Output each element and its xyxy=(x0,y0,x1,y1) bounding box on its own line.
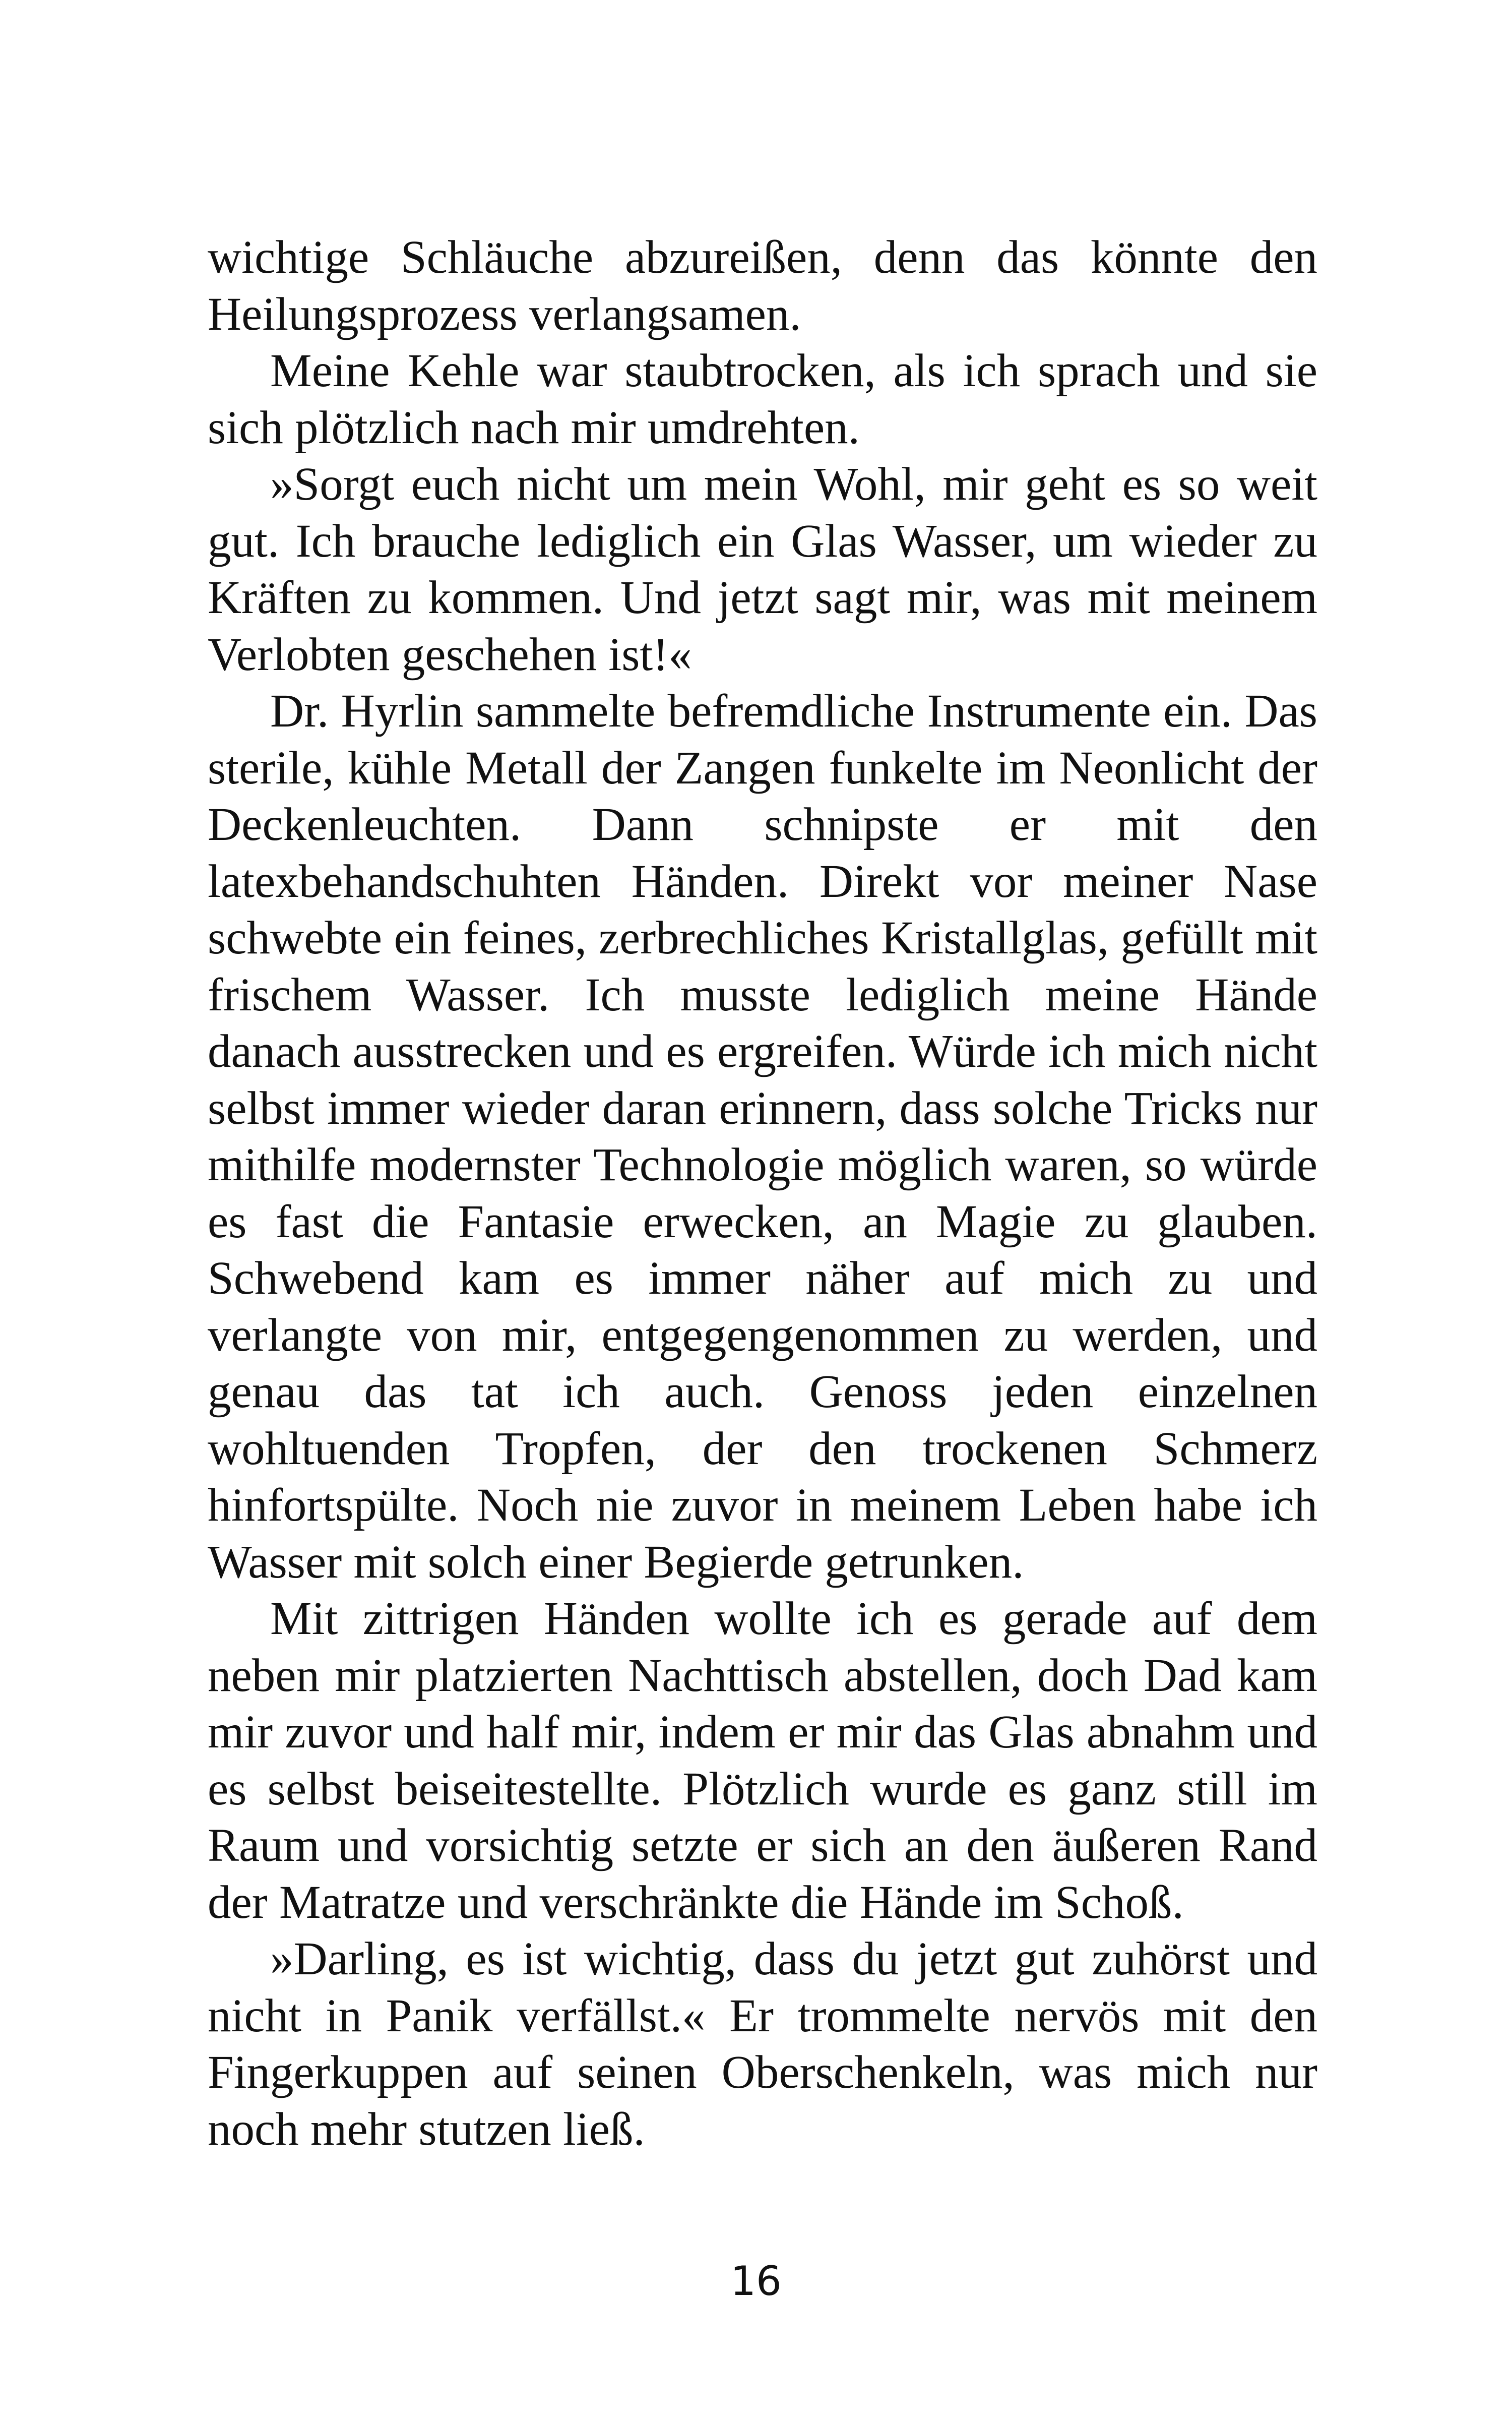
body-text xyxy=(208,229,1317,2158)
paragraph: Mit zittrigen Händen wollte ich es gerade auf dem neben mir platzierten Nachttisch abstellen, doch Dad kam mir zuvor und half mir, indem er mir das Glas abnahm und es selbst beiseitestellte. Plötzlich wurde es ganz still im Raum und vorsichtig setzte er sich an den äußeren Rand der Matratze und verschränkte die Hände im Schoß. xyxy=(208,1593,1317,1928)
paragraph-dialogue: »Sorgt euch nicht um mein Wohl, mir geht es so weit gut. Ich brauche lediglich ein Glas Wasser, um wieder zu Kräften zu kommen. Und jetzt sagt mir, was mit meinem Verlobten geschehen ist!« xyxy=(208,458,1317,681)
paragraph-continuation: wichtige Schläuche abzureißen, denn das könnte den Heilungsprozess verlangsamen. xyxy=(208,231,1317,340)
paragraph: Dr. Hyrlin sammelte befremdliche Instrumente ein. Das sterile, kühle Metall der Zangen funkelte im Neonlicht der Deckenleuchten. Dann schnipste er mit den latexbehandschuhten Händen. Direkt vor meiner Nase schwebte ein feines, zerbrechliches Kristallglas, gefüllt mit frischem Wasser. Ich musste lediglich meine Hände danach ausstrecken und es ergreifen. Würde ich mich nicht selbst immer wieder daran erinnern, dass solche Tricks nur mithilfe modernster Technologie möglich waren, so würde es fast die Fantasie erwecken, an Magie zu glauben. Schwebend kam es immer näher auf mich zu und verlangte von mir, entgegengenommen zu werden, und genau das tat ich auch. Genoss jeden einzelnen wohltuenden Tropfen, der den trockenen Schmerz hinfortspülte. Noch nie zuvor in meinem Leben habe ich Wasser mit solch einer Begierde getrunken. xyxy=(208,685,1317,1588)
paragraph: Meine Kehle war staubtrocken, als ich sprach und sie sich plötzlich nach mir umdrehten. xyxy=(208,345,1317,454)
page-number: 16 xyxy=(730,2258,782,2305)
paragraph-dialogue: »Darling, es ist wichtig, dass du jetzt gut zuhörst und nicht in Panik verfällst.« Er trommelte nervös mit den Fingerkuppen auf seinen Oberschenkeln, was mich nur noch mehr stutzen ließ. xyxy=(208,1933,1317,2155)
